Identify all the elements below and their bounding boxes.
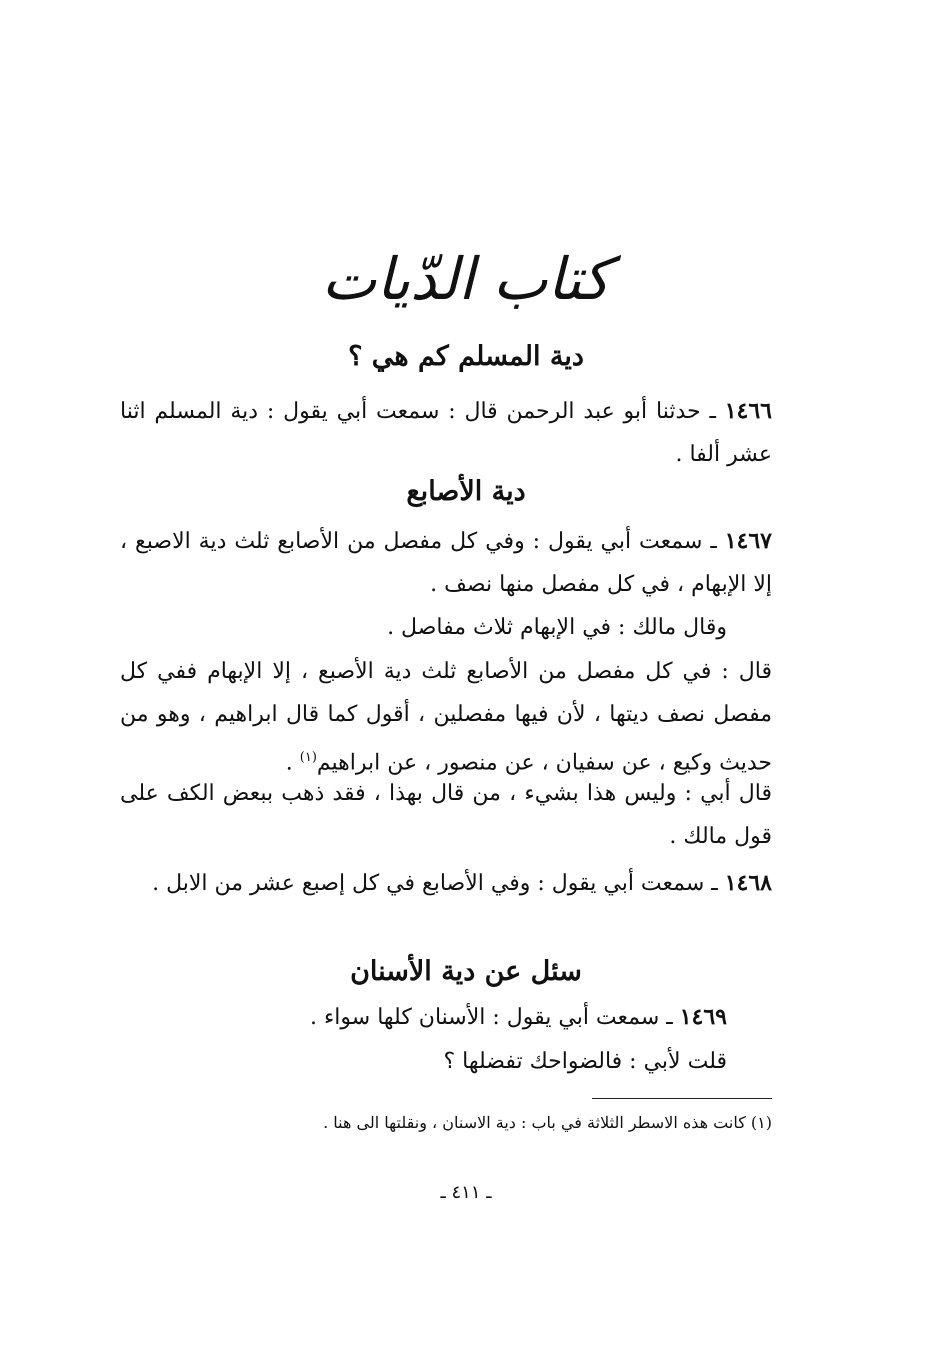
section-heading-fingers-diya: دية الأصابع bbox=[406, 476, 526, 507]
paragraph-1467 bbox=[120, 520, 772, 606]
paragraph-1466 bbox=[120, 390, 772, 476]
section-heading-teeth-diya: سئل عن دية الأسنان bbox=[350, 956, 582, 987]
section-heading-muslim-diya: دية المسلم كم هي ؟ bbox=[348, 341, 584, 372]
paragraph-1469 bbox=[120, 996, 727, 1039]
book-title: كتاب الدّيات bbox=[321, 245, 611, 313]
hadith-number: ١٤٦٧ bbox=[724, 528, 772, 554]
footnote-divider bbox=[592, 1098, 772, 1099]
paragraph-abi: قال أبي : وليس هذا بشيء ، من قال بهذا ، فقد ذهب ببعض الكف على قول مالك . bbox=[120, 781, 772, 849]
paragraph-end: . bbox=[285, 750, 300, 776]
paragraph-qult: قلت لأبي : فالضواحك تفضلها ؟ bbox=[443, 1049, 727, 1074]
page-number: ـ ٤١١ ـ bbox=[440, 1182, 492, 1203]
paragraph-malik: وقال مالك : في الإبهام ثلاث مفاصل . bbox=[387, 615, 727, 640]
hadith-number: ١٤٦٦ bbox=[724, 398, 772, 424]
paragraph-text: قال : في كل مفصل من الأصابع ثلث دية الأصبع ، إلا الإبهام ففي كل مفصل نصف ديتها ، لأن فيها مفصلين ، أقول كما قال ابراهيم ، وهو من حديث وكيع ، عن سفيان ، عن منصور ، عن ابراهيم bbox=[120, 659, 772, 776]
hadith-number: ١٤٦٩ bbox=[679, 1004, 727, 1030]
paragraph-qal bbox=[120, 650, 772, 784]
footnote-marker: (١) bbox=[299, 750, 317, 765]
paragraph-text: ـ سمعت أبي يقول : وفي الأصابع في كل إصبع عشر من الابل . bbox=[152, 871, 725, 896]
footnote: (١) كانت هذه الاسطر الثلاثة في باب : دية الاسنان ، ونقلتها الى هنا . bbox=[323, 1113, 772, 1132]
paragraph-text: ـ حدثنا أبو عبد الرحمن قال : سمعت أبي يقول : دية المسلم اثنا عشر ألفا . bbox=[120, 399, 772, 467]
hadith-number: ١٤٦٨ bbox=[724, 870, 772, 896]
paragraph-text: ـ سمعت أبي يقول : الأسنان كلها سواء . bbox=[309, 1005, 680, 1030]
paragraph-1468 bbox=[120, 862, 772, 905]
paragraph-text: ـ سمعت أبي يقول : وفي كل مفصل من الأصابع ثلث دية الاصبع ، إلا الإبهام ، في كل مفصل منها نصف . bbox=[120, 529, 772, 597]
